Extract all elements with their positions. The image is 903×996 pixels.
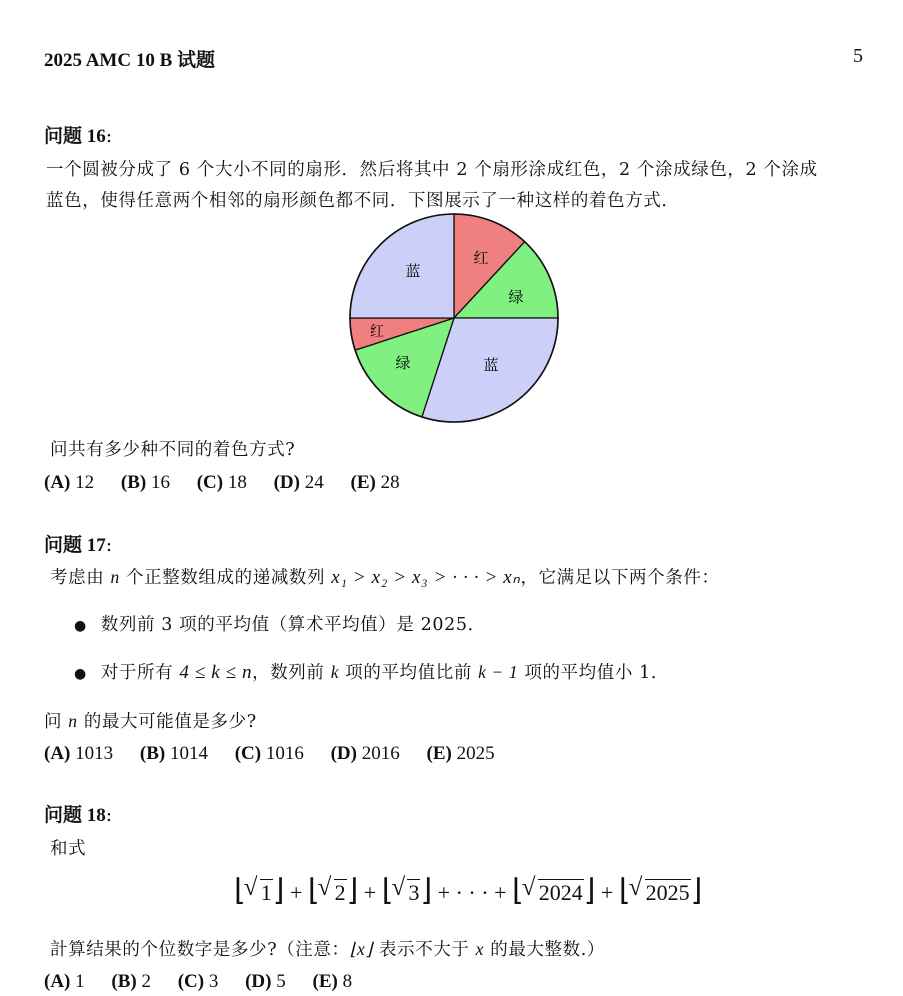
choice-d[interactable]: (D) 24 <box>273 472 324 493</box>
colored-circle-diagram <box>348 212 560 424</box>
choice-a[interactable]: (A) 12 <box>44 472 95 493</box>
page-header-title: 2025 AMC 10 B 试题 <box>44 50 216 71</box>
choice-a[interactable]: (A) 1 <box>44 971 85 992</box>
sector-label-red-left: 红 <box>370 324 384 340</box>
problem-16-text-line2: 蓝色，使得任意两个相邻的扇形颜色都不同．下图展示了一种这样的着色方式． <box>46 191 680 211</box>
sector-label-green-right: 绿 <box>508 288 524 306</box>
problem-18-intro: 和式 <box>50 839 87 859</box>
sector-label-red-top: 红 <box>473 249 489 267</box>
problem-16-question: 问共有多少种不同的着色方式? <box>50 440 296 460</box>
problem-17-title: 问题 17: <box>44 534 113 556</box>
sector-label-blue-bottom: 蓝 <box>483 356 499 374</box>
choice-d[interactable]: (D) 2016 <box>330 743 400 764</box>
choice-b[interactable]: (B) 16 <box>120 472 170 493</box>
floor-sum-formula: ⌊√ 1⌋ + ⌊√ 2⌋ + ⌊√ 3⌋ + · · · + ⌊√ 2024⌋ + ⌊√ 2025⌋ <box>234 873 702 908</box>
sector-label-blue-topleft: 蓝 <box>405 262 421 280</box>
choice-d[interactable]: (D) 5 <box>245 971 286 992</box>
problem-17-choices <box>44 743 517 765</box>
choice-e[interactable]: (E) 28 <box>350 472 400 493</box>
choice-e[interactable]: (E) 8 <box>312 971 353 992</box>
problem-17-intro: 考虑由 n 个正整数组成的递减数列 x₁ > x₂ > x₃ > · · · > xₙ，它满足以下两个条件： <box>50 567 720 588</box>
problem-17-condition-2: ● 对于所有 4 ≤ k ≤ n，数列前 k 项的平均值比前 k − 1 项的平均值小 1． <box>74 662 669 683</box>
choice-c[interactable]: (C) 1016 <box>234 743 304 764</box>
problem-17-condition-1: ● 数列前 3 项的平均值（算术平均值）是 2025． <box>74 615 486 635</box>
choice-a[interactable]: (A) 1013 <box>44 743 114 764</box>
sector-blue-topleft <box>350 214 454 318</box>
choice-e[interactable]: (E) 2025 <box>426 743 495 764</box>
sector-label-green-left: 绿 <box>395 354 411 372</box>
page-number: 5 <box>853 45 863 67</box>
choice-b[interactable]: (B) 1014 <box>139 743 208 764</box>
choice-c[interactable]: (C) 18 <box>196 472 247 493</box>
problem-16-text-line1: 一个圆被分成了 6 个大小不同的扇形．然后将其中 2 个扇形涂成红色，2 个涂成绿色，2 个涂成 <box>46 160 818 180</box>
problem-16-choices <box>44 472 422 494</box>
choice-b[interactable]: (B) 2 <box>111 971 151 992</box>
problem-17-question: 问 n 的最大可能值是多少? <box>44 711 257 732</box>
problem-16-title: 问题 16: <box>44 125 113 147</box>
problem-18-choices <box>44 971 374 993</box>
choice-c[interactable]: (C) 3 <box>177 971 219 992</box>
problem-18-title: 问题 18: <box>44 804 113 826</box>
problem-18-question: 計算结果的个位数字是多少?（注意：⌊x⌋ 表示不大于 x 的最大整数.） <box>50 939 605 960</box>
